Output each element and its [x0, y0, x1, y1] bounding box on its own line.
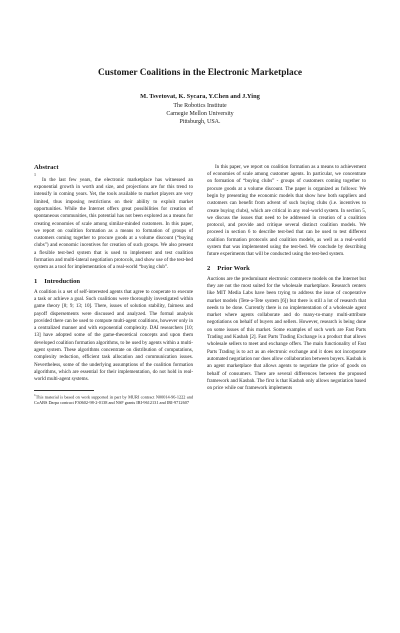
section-number: 2 — [207, 264, 211, 272]
affiliation-line: The Robotics Institute — [173, 102, 227, 109]
footnote-rule — [34, 390, 94, 391]
paper-authors: M. Tsvetovat, K. Sycara, Y.Chen and J.Ying — [140, 92, 260, 100]
affiliation-line: Carnegie Mellon University — [166, 110, 234, 117]
abstract-text: In the last few years, the electronic marketplace has witnessed an exponential growth in worth and size, and projections are for this trend to intensify in coming years. Yet, the tools available to market players are very limited, thus imposing restrictions on their ability to exploit market opportunities. While the Internet offers great possibilities for creation of spontaneous communities, this potential has not been explored as a means for creating economies of scale among similar-minded customers. In this paper, we report on coalition formation as a means to formation of groups of customers coming together to procure goods at a volume discount (“buying clubs”) and economic incentives for creation of such groups. We also present a flexible test-bed system that is used to implement and test coalition formation and multi-lateral negotiation protocols, and show use of the test-bed system as a tool for implementation of a real-world “buying club”. — [34, 176, 193, 271]
left-column — [34, 164, 193, 406]
paper-page — [0, 68, 400, 633]
affiliation-block — [34, 102, 366, 126]
section-number: 1 — [34, 277, 38, 285]
footnote-marker: 1 — [34, 392, 36, 397]
right-column — [207, 164, 366, 406]
footnote-text: This material is based on work supported in part by MURI contract N00014-96-1222 and CoABS Darpa contract F30602-98-2-0138 and NSF grants IRI-9612131 and IRI-9712607 — [34, 393, 193, 405]
paper-title: Customer Coalitions in the Electronic Marketplace — [97, 68, 303, 78]
affiliation-line: Pittsburgh, USA. — [179, 118, 221, 125]
two-column-body — [34, 164, 366, 406]
footnote — [34, 393, 193, 406]
section-title: Introduction — [44, 277, 81, 285]
abstract-heading: Abstract — [34, 163, 59, 171]
prior-work-text: Auctions are the predominant electronic commerce models on the Internet but they are not the most suited for the wholesale marketplace. Research centers like MIT Media Labs have been trying to address the issue of cooperative market models (Tete-a-Tete system [6]) but there is still a lot of research that needs to be done. Currently there is no implementation of a wholesale agent market where agents collaborate and do many-to-many multi-attribute negotiations on behalf of buyers and sellers. However, research is being done on some issues of this market. Some examples of such work are Fast Parts Trading and Kasbah [2]. Fast Parts Trading Exchange is a product that allows wholesale sellers to meet and exchange offers. The main functionality of Fast Parts Trading is to act as an electronic exchange and it does not incorporate automated negotiation nor does allow collaboration between buyers. Kasbah is an agent marketplace that allows agents to negotiate the price of goods on behalf of consumers. There are several differences between the proposed framework and Kasbah. The first is that Kasbah only allows negotiation based on price while our framework implements — [207, 275, 366, 392]
introduction-text: A coalition is a set of self-interested agents that agree to cooperate to execute a task or achieve a goal. Such coalitions were thoroughly investigated within game theory [8; 9; 13; 10]. There, issues of solution stability, fairness and payoff dispersements were discussed and analyzed. The formal analysis provided there can be used to compute multi-agent coalitions, however only in a centralized manner and with exponential complexity. DAI researchers [10; 13] have adopted some of the game-theoretical concepts and upon them developed coalition formation algorithms, to be used by agents within a multi-agent system. These algorithms concentrate on distribution of computations, complexity reduction, efficient task allocation and communication issues. Nevertheless, some of the underlying assumptions of the coalition formation algorithms, which are essential for their implementation, do not hold in real-world multi-agent systems. — [34, 288, 193, 383]
section-heading-prior-work — [207, 265, 366, 272]
section-title: Prior Work — [217, 264, 250, 272]
section-heading-introduction — [34, 278, 193, 285]
abstract-footnote-marker: 1 — [34, 171, 36, 177]
intro-continued-text: In this paper, we report on coalition formation as a means to achievement of economies of scale among customer agents. In particular, we concentrate on formation of “buying clubs” - groups of customers coming together to procure goods at a volume discount. The paper is organized as follows: We begin by presenting the economic models that show how both suppliers and customers can benefit from advent of such buying clubs (i.e. incentives to create buying clubs), which are critical in any real-world system. In section 5, we discuss the issues that need to be addressed in creation of a coalition protocol, and provide and critique several distinct coalition models. We proceed in section 6 to describe test-bed that can be used to test different coalition formation protocols and coalition models, as well as a real-world system that was implemented using the test-bed. We conclude by describing future experiments that will be conducted using the test-bed system. — [207, 163, 366, 258]
